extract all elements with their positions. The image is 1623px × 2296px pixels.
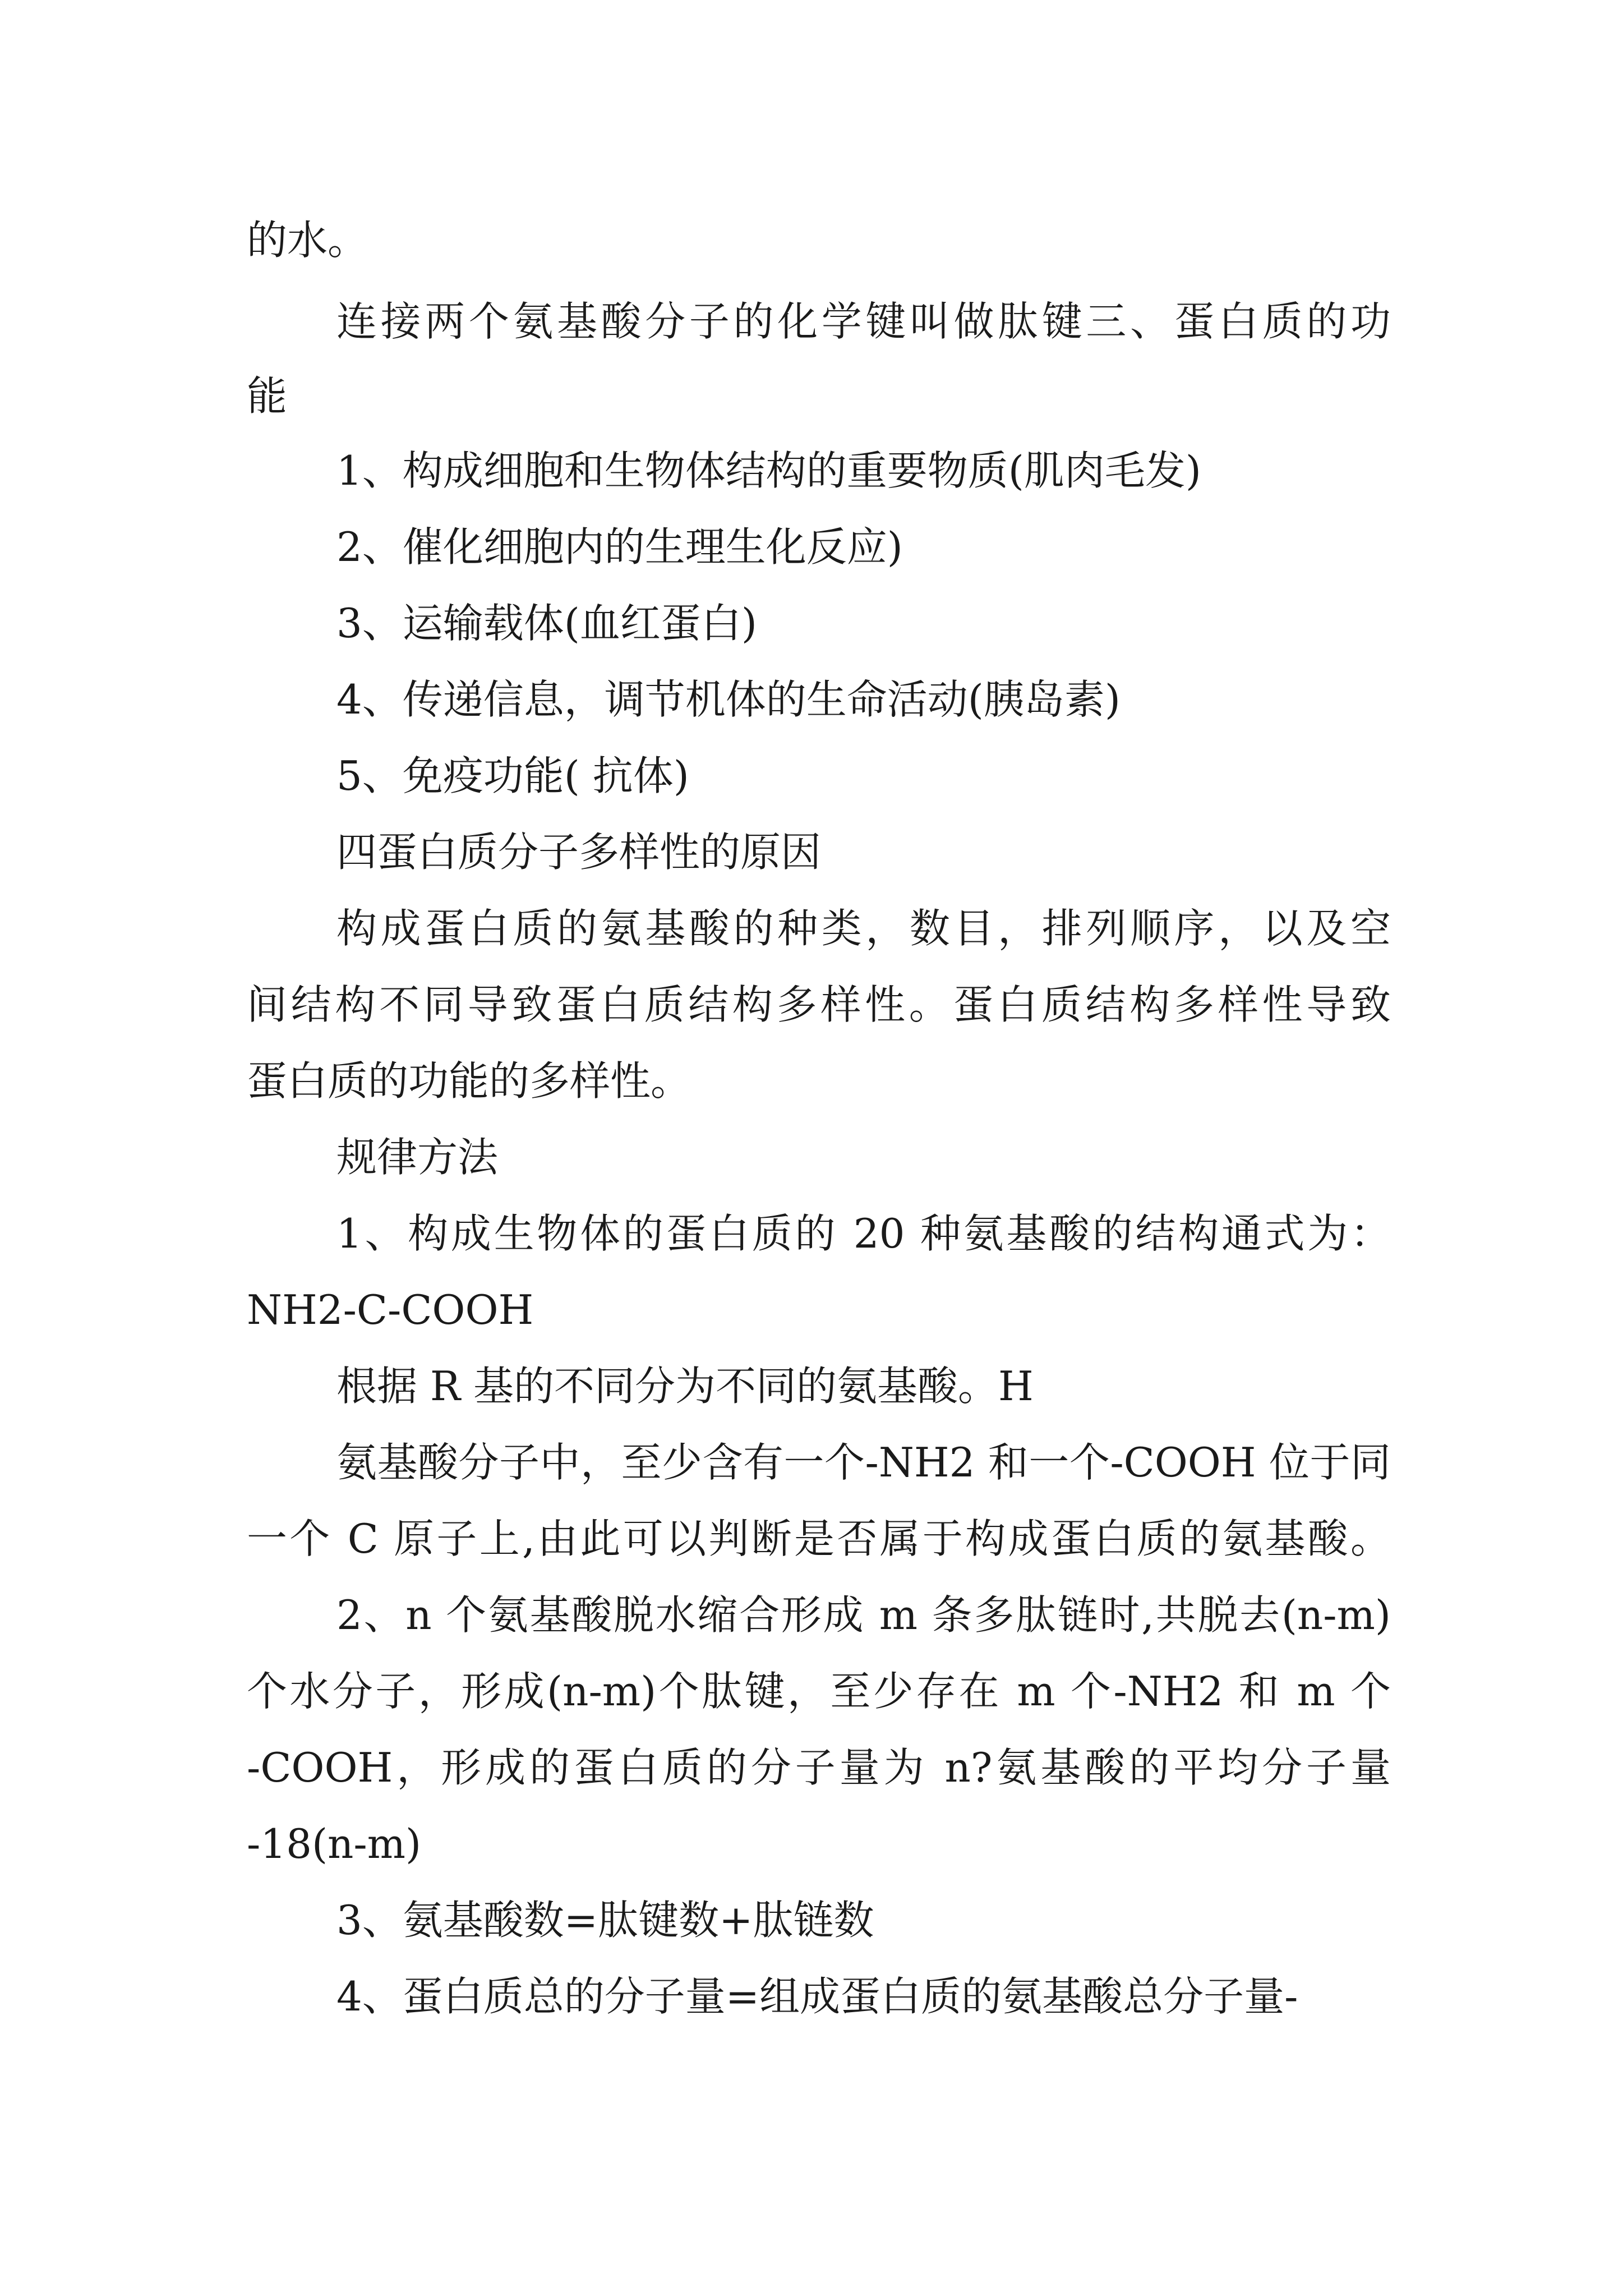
text-line: 能 [247, 372, 288, 420]
list-item: 1、构成细胞和生物体结构的重要物质(肌肉毛发) [336, 447, 1201, 494]
formula-line: NH2-C-COOH [247, 1286, 534, 1333]
text-line: 蛋白质的功能的多样性。 [247, 1057, 691, 1105]
list-item: 3、运输载体(血红蛋白) [336, 600, 757, 647]
text-line: -COOH，形成的蛋白质的分子量为 n?氨基酸的平均分子量 [247, 1744, 1391, 1791]
text-line: -18(n-m) [247, 1820, 422, 1867]
text-line: 1、构成生物体的蛋白质的 20 种氨基酸的结构通式为： [336, 1210, 1391, 1257]
text-line: 个水分子，形成(n-m)个肽键，至少存在 m 个-NH2 和 m 个 [247, 1668, 1391, 1715]
text-line: 构成蛋白质的氨基酸的种类，数目，排列顺序，以及空 [336, 905, 1391, 952]
text-line: 连接两个氨基酸分子的化学键叫做肽键三、蛋白质的功 [336, 298, 1391, 345]
text-line: 一个 C 原子上,由此可以判断是否属于构成蛋白质的氨基酸。 [247, 1515, 1391, 1562]
text-line: 4、蛋白质总的分子量=组成蛋白质的氨基酸总分子量- [336, 1973, 1298, 2020]
list-item: 2、催化细胞内的生理生化反应) [336, 523, 903, 570]
section-heading: 四蛋白质分子多样性的原因 [336, 829, 822, 876]
section-heading: 规律方法 [336, 1134, 499, 1181]
list-item: 4、传递信息，调节机体的生命活动(胰岛素) [336, 676, 1121, 723]
text-line: 间结构不同导致蛋白质结构多样性。蛋白质结构多样性导致 [247, 981, 1391, 1028]
text-line: 根据 R 基的不同分为不同的氨基酸。H [336, 1363, 1034, 1410]
text-line: 氨基酸分子中，至少含有一个-NH2 和一个-COOH 位于同 [336, 1439, 1391, 1486]
text-line: 2、n 个氨基酸脱水缩合形成 m 条多肽链时,共脱去(n-m) [336, 1591, 1391, 1639]
text-line: 3、氨基酸数=肽键数+肽链数 [336, 1897, 874, 1944]
list-item: 5、免疫功能( 抗体) [336, 752, 689, 799]
text-line: 的水。 [247, 217, 368, 264]
